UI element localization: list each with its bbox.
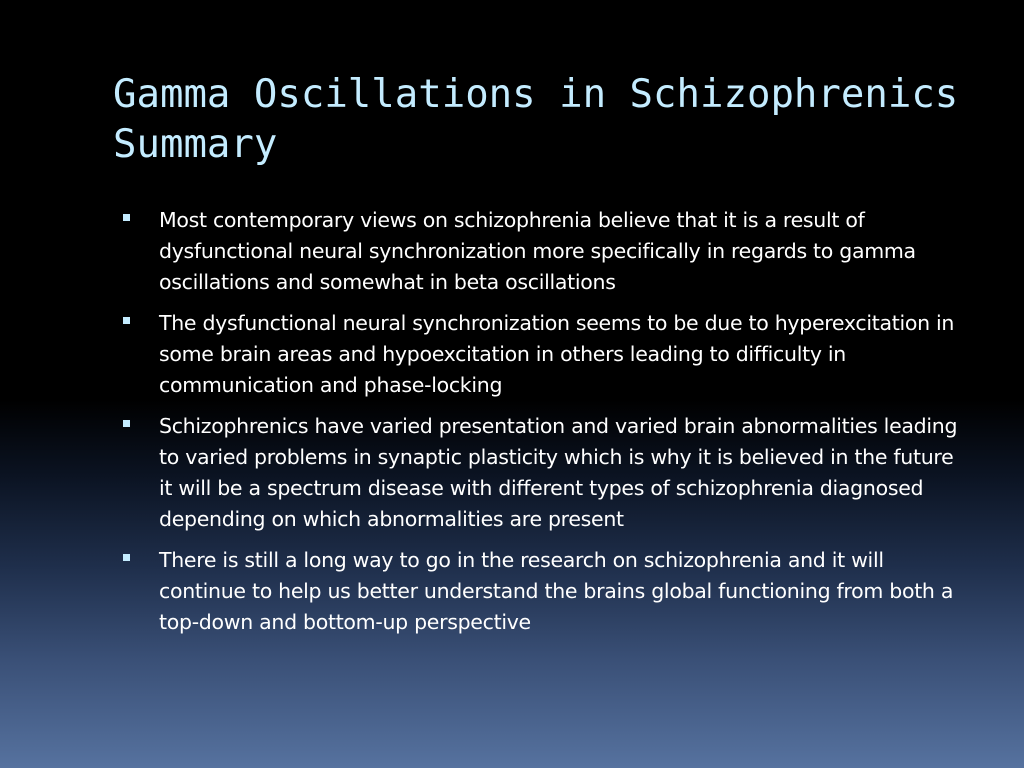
bullet-list [121,205,971,648]
square-bullet-icon [123,214,130,221]
bullet-item-4 [121,545,971,638]
square-bullet-icon [123,317,130,324]
bullet-text: The dysfunctional neural synchronization seems to be due to hyperexcitation in some brain areas and hypoexcitation in others leading to difficulty in communication and phase-locking [159,311,955,397]
square-bullet-icon [123,420,130,427]
bullet-text: Most contemporary views on schizophrenia believe that it is a result of dysfunctional neural synchronization more specifically in regards to gamma oscillations and somewhat in beta oscillations [159,208,916,294]
slide-title: Gamma Oscillations in Schizophrenics Summary [113,72,959,167]
bullet-item-3 [121,411,971,535]
bullet-item-2 [121,308,971,401]
bullet-text: There is still a long way to go in the research on schizophrenia and it will continue to help us better understand the brains global functioning from both a top-down and bottom-up perspective [159,548,954,634]
bullet-item-1 [121,205,971,298]
bullet-text: Schizophrenics have varied presentation and varied brain abnormalities leading to varied problems in synaptic plasticity which is why it is believed in the future it will be a spectrum disease with different types of schizophrenia diagnosed depending on which abnormalities are present [159,414,958,531]
square-bullet-icon [123,554,130,561]
